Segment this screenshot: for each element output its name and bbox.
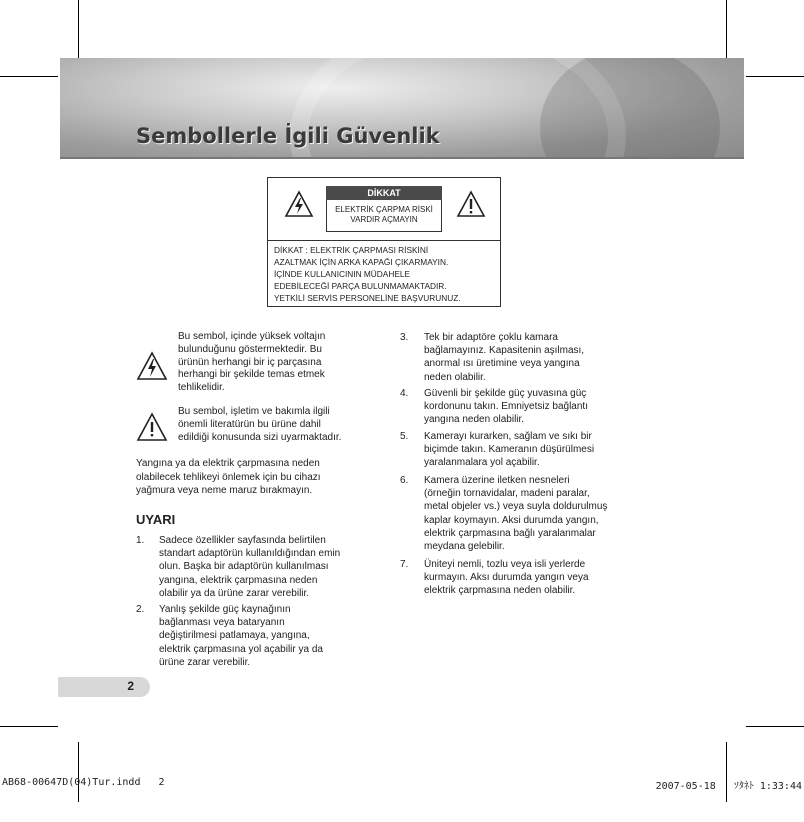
text-line: olabilecek tehlikeyi önlemek için bu cihazı — [136, 471, 321, 483]
text-line: Kamera üzerine iletken nesneleri — [424, 475, 570, 486]
text-line: olabilir ya da ürüne zarar verebilir. — [159, 587, 310, 599]
crop-mark — [0, 76, 58, 77]
item-number: 6. — [400, 475, 409, 486]
text-line: yaralanmalara yol açabilir. — [424, 457, 540, 469]
text-line: elektrik çarpmasına neden olabilir. — [424, 585, 576, 597]
page-number-badge — [58, 677, 150, 697]
text-line: yangına, elektrik çarpmasına neden — [159, 574, 318, 586]
symbol-row-lightning — [136, 331, 386, 401]
text-line: değiştirilmesi patlamaya, yangına, — [159, 630, 310, 642]
caution-body-line: YETKİLİ SERVİS PERSONELİNE BAŞVURUNUZ. — [274, 293, 461, 303]
item-text — [159, 534, 389, 600]
item-text — [424, 387, 654, 427]
symbol-row-exclamation — [136, 406, 386, 451]
item-text — [424, 430, 654, 470]
header-divider — [60, 157, 744, 159]
text-line: Yanlış şekilde güç kaynağının — [159, 604, 291, 615]
item-number: 5. — [400, 431, 409, 442]
text-line: bağlanması veya bataryanın — [159, 617, 285, 629]
text-line: yağmura veya neme maruz bırakmayın. — [136, 485, 313, 496]
caution-body-line: EDEBİLECEĞİ PARÇA BULUNMAMAKTADIR. — [274, 281, 447, 291]
text-line: ürünün herhangi bir iç parçasına — [178, 356, 322, 368]
text-line: metal objeler vs.) veya suyla doldurulmuş — [424, 501, 608, 513]
text-line: önemli literatürün bu ürüne dahil — [178, 418, 321, 430]
lightning-triangle-icon — [136, 351, 168, 381]
warning-heading: UYARI — [136, 512, 176, 527]
print-slug-left: AB68-00647D(04)Tur.indd 2 — [2, 777, 165, 788]
item-number: 1. — [136, 535, 145, 546]
crop-mark — [746, 76, 804, 77]
caution-body-line: İÇİNDE KULLANICININ MÜDAHELE — [274, 269, 411, 279]
exclamation-triangle-icon — [456, 190, 486, 218]
shock-risk-line: VARDIR AÇMAYIN — [350, 215, 418, 224]
caution-body-line: DİKKAT : ELEKTRİK ÇARPMASI RİSKİNİ — [274, 245, 429, 255]
text-line: Üniteyi nemli, tozlu veya isli yerlerde — [424, 559, 586, 570]
text-line: kurmayın. Aksı durumda yangın veya — [424, 572, 589, 584]
text-line: Bu sembol, içinde yüksek voltajın — [178, 331, 326, 342]
crop-mark — [78, 0, 79, 58]
text-line: neden olabilir. — [424, 371, 486, 383]
print-slug-right: 2007-05-18 ｿﾀﾈﾄ 1:33:44 — [655, 781, 802, 792]
symbol-description — [178, 331, 390, 395]
symbol-description — [178, 406, 390, 444]
item-text — [424, 474, 654, 553]
text-line: Yangına ya da elektrik çarpmasına neden — [136, 458, 320, 469]
item-number: 4. — [400, 388, 409, 399]
caution-body-line: AZALTMAK İÇİN ARKA KAPAĞI ÇIKARMAYIN. — [274, 257, 449, 267]
text-line: elektrik çarpmasına bağlı yaralanmalar — [424, 527, 596, 539]
text-line: yangına neden olabilir. — [424, 414, 525, 426]
text-line: meydana gelebilir. — [424, 541, 505, 553]
text-line: kordonunu takın. Emniyetsiz bağlantı — [424, 401, 588, 413]
item-text — [424, 331, 654, 384]
caution-label-box — [267, 177, 501, 307]
text-line: Güvenli bir şekilde güç yuvasına güç — [424, 388, 587, 399]
text-line: tehlikelidir. — [178, 382, 225, 394]
crop-mark — [746, 726, 804, 727]
text-line: anormal ısı üretimine veya yangına — [424, 358, 580, 370]
crop-mark — [78, 742, 79, 802]
text-line: Tek bir adaptöre çoklu kamara — [424, 332, 558, 343]
crop-mark — [0, 726, 58, 727]
caution-body-text — [274, 244, 498, 304]
item-number: 7. — [400, 559, 409, 570]
crop-mark — [726, 0, 727, 58]
text-line: olun. Başka bir adaptörün kullanılması — [159, 561, 329, 573]
shock-risk-label — [326, 200, 442, 232]
text-line: Sadece özellikler sayfasında belirtilen — [159, 535, 326, 546]
caution-header: DİKKAT — [326, 186, 442, 200]
item-number: 3. — [400, 332, 409, 343]
crop-mark — [726, 742, 727, 802]
item-text — [424, 558, 654, 598]
text-line: biçimde takın. Kameranın düşürülmesi — [424, 444, 595, 456]
text-line: kaplar koymayın. Aksi durumda yangın, — [424, 514, 599, 526]
text-line: herhangi bir şekilde temas etmek — [178, 369, 325, 381]
exclamation-triangle-icon — [136, 412, 168, 442]
caution-label-top — [268, 178, 500, 241]
page-title: Sembollerle İgili Güvenlik — [136, 124, 440, 148]
page-number: 2 — [127, 679, 134, 693]
text-line: elektrik çarpmasına yol açabilir ya da — [159, 643, 323, 655]
fire-warning-paragraph — [136, 457, 386, 498]
lightning-triangle-icon — [284, 190, 314, 218]
text-line: edildiği konusunda sizi uyarmaktadır. — [178, 431, 342, 443]
text-line: Bu sembol, işletim ve bakımla ilgili — [178, 406, 330, 417]
text-line: ürüne zarar verebilir. — [159, 656, 251, 668]
text-line: (örneğin tornavidalar, madeni paralar, — [424, 488, 590, 500]
text-line: bağlamayınız. Kapasitenin aşılması, — [424, 345, 585, 357]
text-line: Kamerayı kurarken, sağlam ve sıkı bir — [424, 431, 592, 442]
text-line: standart adaptörün kullanıldığından emin — [159, 548, 341, 560]
shock-risk-line: ELEKTRİK ÇARPMA RİSKİ — [335, 205, 433, 214]
item-number: 2. — [136, 604, 145, 615]
text-line: bulunduğunu göstermektedir. Bu — [178, 343, 322, 355]
item-text — [159, 603, 389, 669]
